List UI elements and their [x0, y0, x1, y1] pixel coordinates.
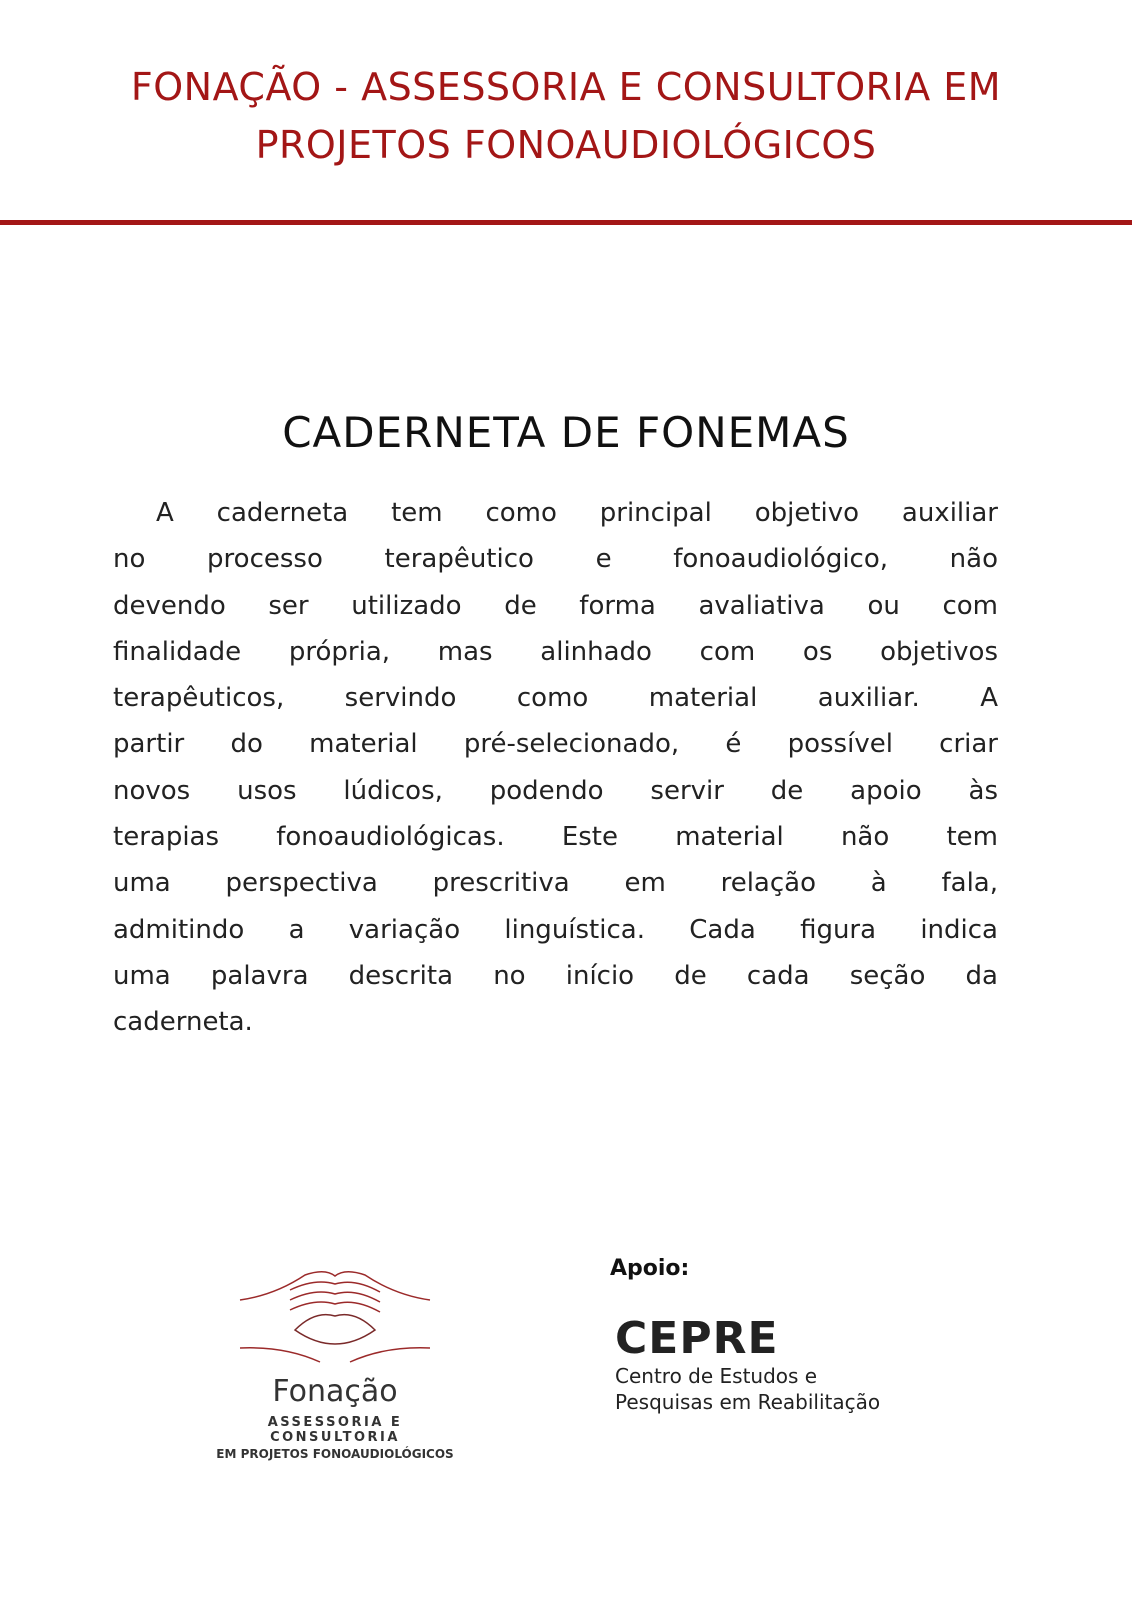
cepre-logo-line: Centro de Estudos e — [615, 1364, 818, 1388]
paragraph-line: novos usos lúdicos, podendo servir de apoio às — [113, 775, 998, 806]
fonacao-logo-subtitle: EM PROJETOS FONOAUDIOLÓGICOS — [216, 1447, 454, 1461]
organization-title — [0, 58, 1132, 174]
paragraph-line: partir do material pré-selecionado, é possível criar — [113, 729, 998, 760]
paragraph-line: no processo terapêutico e fonoaudiológico, não — [113, 544, 998, 575]
description-paragraph — [113, 490, 998, 1046]
paragraph-line: uma perspectiva prescritiva em relação à fala, — [113, 868, 998, 899]
paragraph-line: A caderneta tem como principal objetivo auxiliar — [156, 498, 998, 528]
paragraph-line: terapêuticos, servindo como material auxiliar. A — [113, 683, 998, 714]
organization-title-line: PROJETOS FONOAUDIOLÓGICOS — [255, 123, 877, 167]
fonacao-logo-name: Fonação — [272, 1374, 398, 1409]
header-divider — [0, 220, 1132, 225]
cepre-logo — [615, 1315, 880, 1415]
support-label: Apoio: — [610, 1256, 690, 1281]
paragraph-line: caderneta. — [113, 1007, 253, 1038]
fonacao-logo — [210, 1270, 460, 1461]
paragraph-line: finalidade própria, mas alinhado com os objetivos — [113, 636, 998, 667]
organization-title-line: FONAÇÃO - ASSESSORIA E CONSULTORIA EM — [130, 65, 1002, 109]
cepre-logo-name: CEPRE — [615, 1313, 779, 1364]
lips-hands-icon — [235, 1270, 435, 1370]
paragraph-line: terapias fonoaudiológicas. Este material não tem — [113, 822, 998, 853]
fonacao-logo-subtitle: ASSESSORIA E CONSULTORIA — [267, 1415, 403, 1445]
cepre-logo-line: Pesquisas em Reabilitação — [615, 1390, 881, 1414]
paragraph-line: admitindo a variação linguística. Cada figura indica — [113, 914, 998, 945]
paragraph-line: devendo ser utilizado de forma avaliativa ou com — [113, 590, 998, 621]
page-title: CADERNETA DE FONEMAS — [282, 408, 850, 457]
paragraph-line: uma palavra descrita no início de cada seção da — [113, 960, 998, 991]
